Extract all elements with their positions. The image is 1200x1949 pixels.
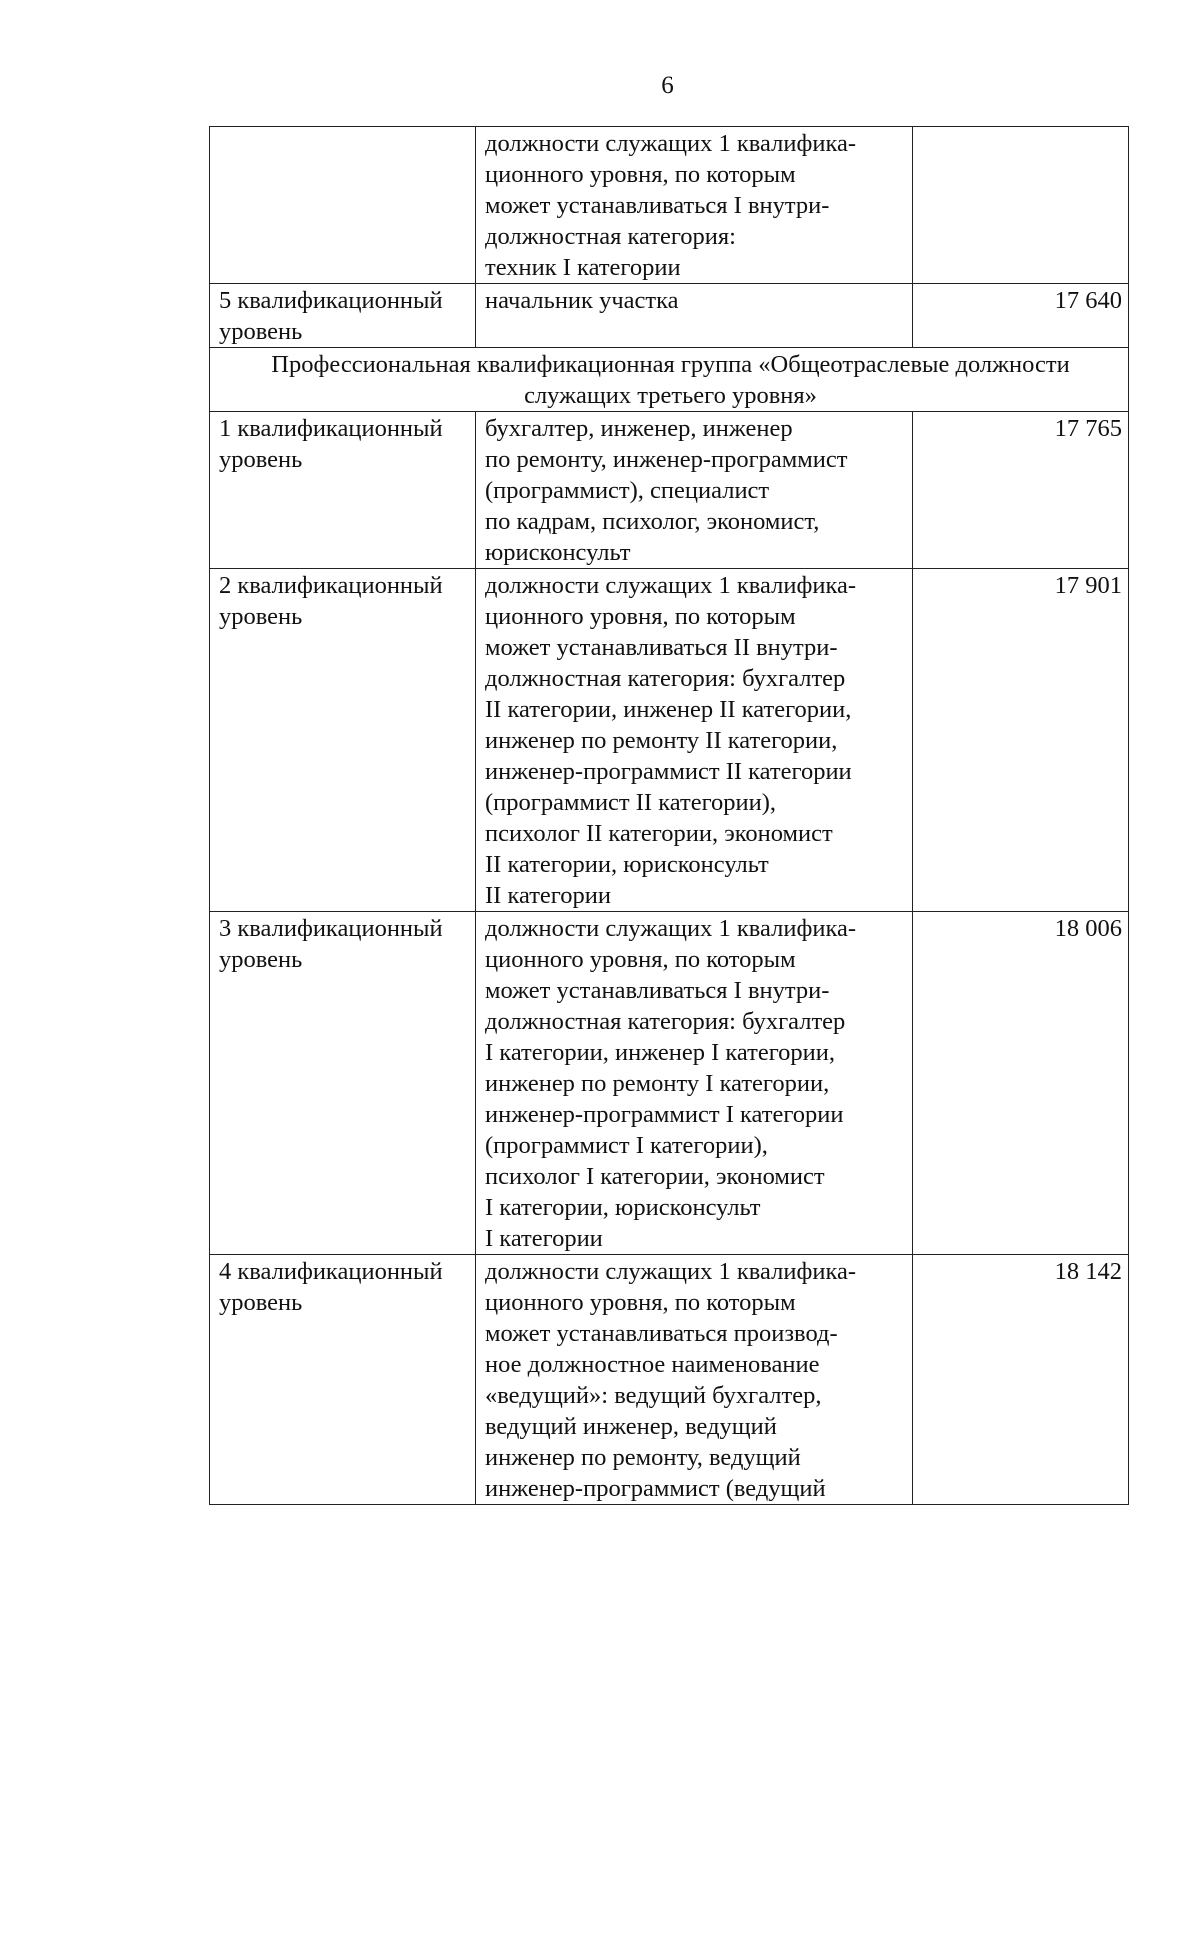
table-row xyxy=(210,284,1129,348)
salary-cell: 18 142 xyxy=(913,1255,1129,1505)
qualification-level-cell: 4 квалификационный уровень xyxy=(210,1255,476,1505)
professional-group-title: Профессиональная квалификационная группа «Общеотраслевые должности служащих третьего уровня» xyxy=(210,348,1129,412)
table-row xyxy=(210,1255,1129,1505)
salary-cell: 18 006 xyxy=(913,912,1129,1255)
table-row xyxy=(210,569,1129,912)
qualification-level-cell xyxy=(210,127,476,284)
salary-cell: 17 640 xyxy=(913,284,1129,348)
salary-cell xyxy=(913,127,1129,284)
positions-cell: начальник участка xyxy=(476,284,913,348)
qualification-salary-table xyxy=(209,126,1129,1505)
qualification-level-cell: 5 квалификационный уровень xyxy=(210,284,476,348)
positions-cell: должности служащих 1 квалифика- ционного уровня, по которым может устанавливаться I внутри- должностная категория: техник I категории xyxy=(476,127,913,284)
qualification-level-cell: 3 квалификационный уровень xyxy=(210,912,476,1255)
positions-cell: должности служащих 1 квалифика- ционного уровня, по которым может устанавливаться производ- ное должностное наименование «ведущий»: ведущий бухгалтер, ведущий инженер, ведущий инженер по ремонту, ведущий инженер-программист (ведущий xyxy=(476,1255,913,1505)
table-row xyxy=(210,127,1129,284)
qualification-level-cell: 2 квалификационный уровень xyxy=(210,569,476,912)
positions-cell: бухгалтер, инженер, инженер по ремонту, инженер-программист (программист), специалист по кадрам, психолог, экономист, юрисконсульт xyxy=(476,412,913,569)
positions-cell: должности служащих 1 квалифика- ционного уровня, по которым может устанавливаться I внутри- должностная категория: бухгалтер I категории, инженер I категории, инженер по ремонту I категории, инженер-программист I категории (программист I категории), психолог I категории, экономист I категории, юрисконсульт I категории xyxy=(476,912,913,1255)
page-number: 6 xyxy=(661,72,674,99)
positions-cell: должности служащих 1 квалифика- ционного уровня, по которым может устанавливаться II внутри- должностная категория: бухгалтер II категории, инженер II категории, инженер по ремонту II категории, инженер-программист II категории (программист II категории), психолог II категории, экономист II категории, юрисконсульт II категории xyxy=(476,569,913,912)
group-header-row xyxy=(210,348,1129,412)
table-row xyxy=(210,412,1129,569)
salary-cell: 17 765 xyxy=(913,412,1129,569)
qualification-level-cell: 1 квалификационный уровень xyxy=(210,412,476,569)
salary-cell: 17 901 xyxy=(913,569,1129,912)
table-row xyxy=(210,912,1129,1255)
